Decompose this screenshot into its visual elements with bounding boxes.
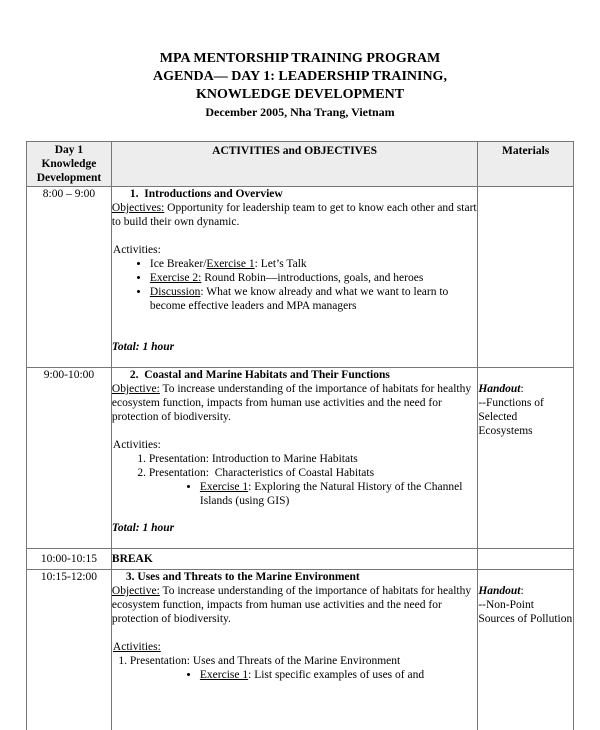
list-item: • Exercise 1: Exploring the Natural History of the Channel Islands (using GIS) [200,480,477,508]
program-title: MPA MENTORSHIP TRAINING PROGRAM [159,51,441,66]
activities-column-header: ACTIVITIES and OBJECTIVES [111,142,477,187]
exercise-list [112,668,477,682]
day-header-line: Day 1 [54,144,84,156]
handout-label: Handout [478,585,521,597]
materials-cell [478,549,574,570]
material-item: --Functions of Selected Ecosystems [478,397,544,437]
table-row [27,549,574,570]
activity-cell [111,570,477,730]
session-title: 1. Introductions and Overview [129,188,283,200]
handout-label: Handout [478,383,521,395]
activity-cell [111,187,477,368]
activity-list [112,452,477,480]
day-header-line: Development [36,172,102,184]
objective-label: Objective: [111,585,160,597]
activity-cell [111,368,477,549]
activities-label: Activities: [112,641,161,653]
agenda-subtitle: KNOWLEDGE DEVELOPMENT [195,87,405,102]
time-cell: 9:00-10:00 [27,368,112,549]
exercise-list [112,480,477,508]
list-item: • Exercise 1: List specific examples of uses of and [200,668,477,682]
materials-cell [478,570,574,730]
session-title: 3. Uses and Threats to the Marine Environment [125,571,360,583]
agenda-table [26,141,574,730]
handout-heading: Handout: [478,383,524,395]
material-item: --Non-Point Sources of Pollution [478,599,573,625]
day-column-header [27,142,112,187]
list-item: • Discussion: What we know already and what we want to learn to become effective leaders and MPA managers [150,285,477,313]
activity-list [112,257,477,313]
agenda-title: AGENDA— DAY 1: LEADERSHIP TRAINING, [153,69,447,84]
break-label: BREAK [111,549,477,570]
time-cell: 10:15-12:00 [27,570,112,730]
activities-label: Activities: [112,439,161,451]
date-location: December 2005, Nha Trang, Vietnam [205,105,395,119]
session-total: Total: 1 hour [111,522,175,534]
objective-label: Objectives: [111,202,165,214]
table-row [27,570,574,730]
list-item: • Ice Breaker/Exercise 1: Let’s Talk [150,257,477,271]
document-header [0,50,600,120]
materials-cell [478,368,574,549]
table-header-row [27,142,574,187]
session-total: Total: 1 hour [111,341,175,353]
session-title: 2. Coastal and Marine Habitats and Their Functions [129,369,390,381]
day-header-line: Knowledge [41,158,97,170]
handout-heading: Handout: [478,585,524,597]
list-item: 2. Presentation: Characteristics of Coastal Habitats [149,466,477,480]
objective-text: Objective: To increase understanding of the importance of habitats for healthy ecosystem function, impacts from human use activities and the need for protection of biodiversity. [111,585,472,625]
list-item: • Exercise 2: Round Robin—introductions, goals, and heroes [150,271,477,285]
activity-list [112,654,477,668]
objective-text: Objectives: Opportunity for leadership team to get to know each other and start to build their own dynamic. [111,202,477,228]
list-item: 1. Presentation: Uses and Threats of the Marine Environment [130,654,477,668]
time-cell: 8:00 – 9:00 [27,187,112,368]
objective-text: Objective: To increase understanding of the importance of habitats for healthy ecosystem function, impacts from human use activities and the need for protection of biodiversity. [111,383,472,423]
list-item: 1. Presentation: Introduction to Marine Habitats [149,452,477,466]
table-row [27,187,574,368]
table-row [27,368,574,549]
activities-label: Activities: [112,244,161,256]
materials-column-header: Materials [478,142,574,187]
time-cell: 10:00-10:15 [27,549,112,570]
materials-cell [478,187,574,368]
objective-label: Objective: [111,383,160,395]
